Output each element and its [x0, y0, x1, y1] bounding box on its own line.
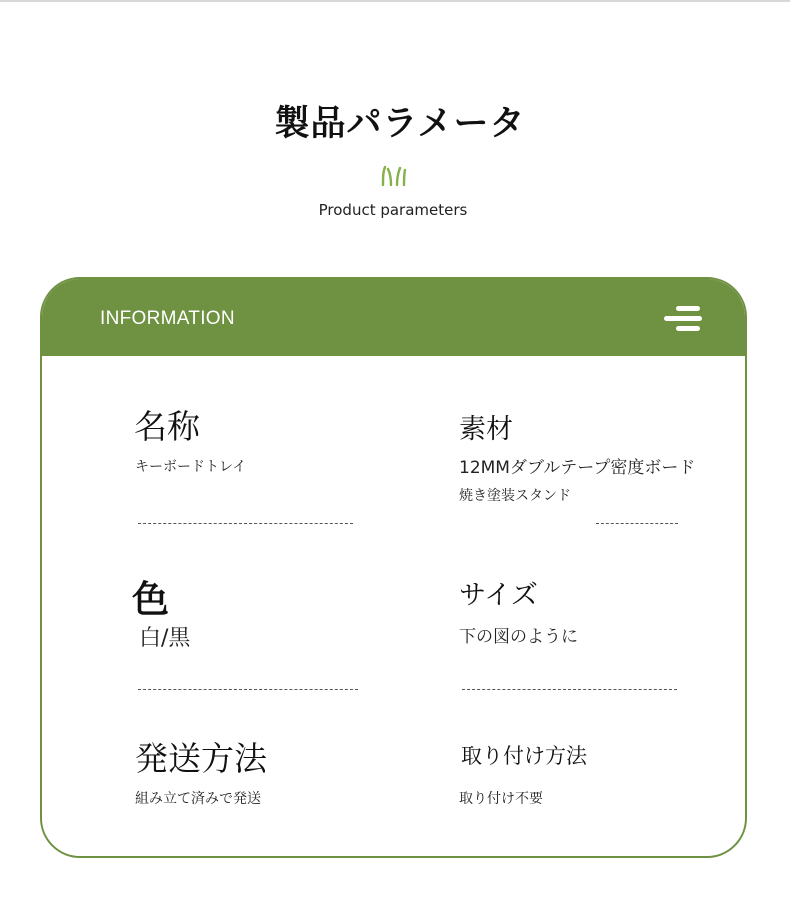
material-value-line1: 12MMダブルテープ密度ボード: [459, 458, 696, 478]
grass-icon: [380, 164, 408, 186]
card-header: [42, 279, 745, 356]
material-label: 素材: [459, 414, 513, 445]
material-divider: [596, 523, 678, 524]
name-label: 名称: [134, 407, 200, 446]
material-value-line2: 焼き塗装スタンド: [459, 488, 571, 504]
color-value: 白/黒: [139, 626, 191, 651]
name-divider: [138, 523, 353, 524]
shipping-label: 発送方法: [135, 739, 267, 778]
color-divider: [138, 689, 358, 690]
menu-icon: [664, 306, 702, 332]
color-label: 色: [132, 578, 169, 621]
shipping-value: 組み立て済みで発送: [135, 791, 261, 807]
top-divider: [0, 0, 790, 2]
name-value: キーボードトレイ: [135, 459, 247, 475]
size-divider: [462, 689, 677, 690]
size-label: サイズ: [459, 580, 538, 611]
page-subtitle: Product parameters: [318, 201, 468, 219]
card-header-title: INFORMATION: [100, 308, 235, 329]
size-value: 下の図のように: [459, 627, 578, 647]
page-title: 製品パラメータ: [274, 104, 526, 144]
installation-label: 取り付け方法: [461, 744, 587, 768]
installation-value: 取り付け不要: [459, 791, 543, 807]
information-card: [40, 277, 747, 858]
